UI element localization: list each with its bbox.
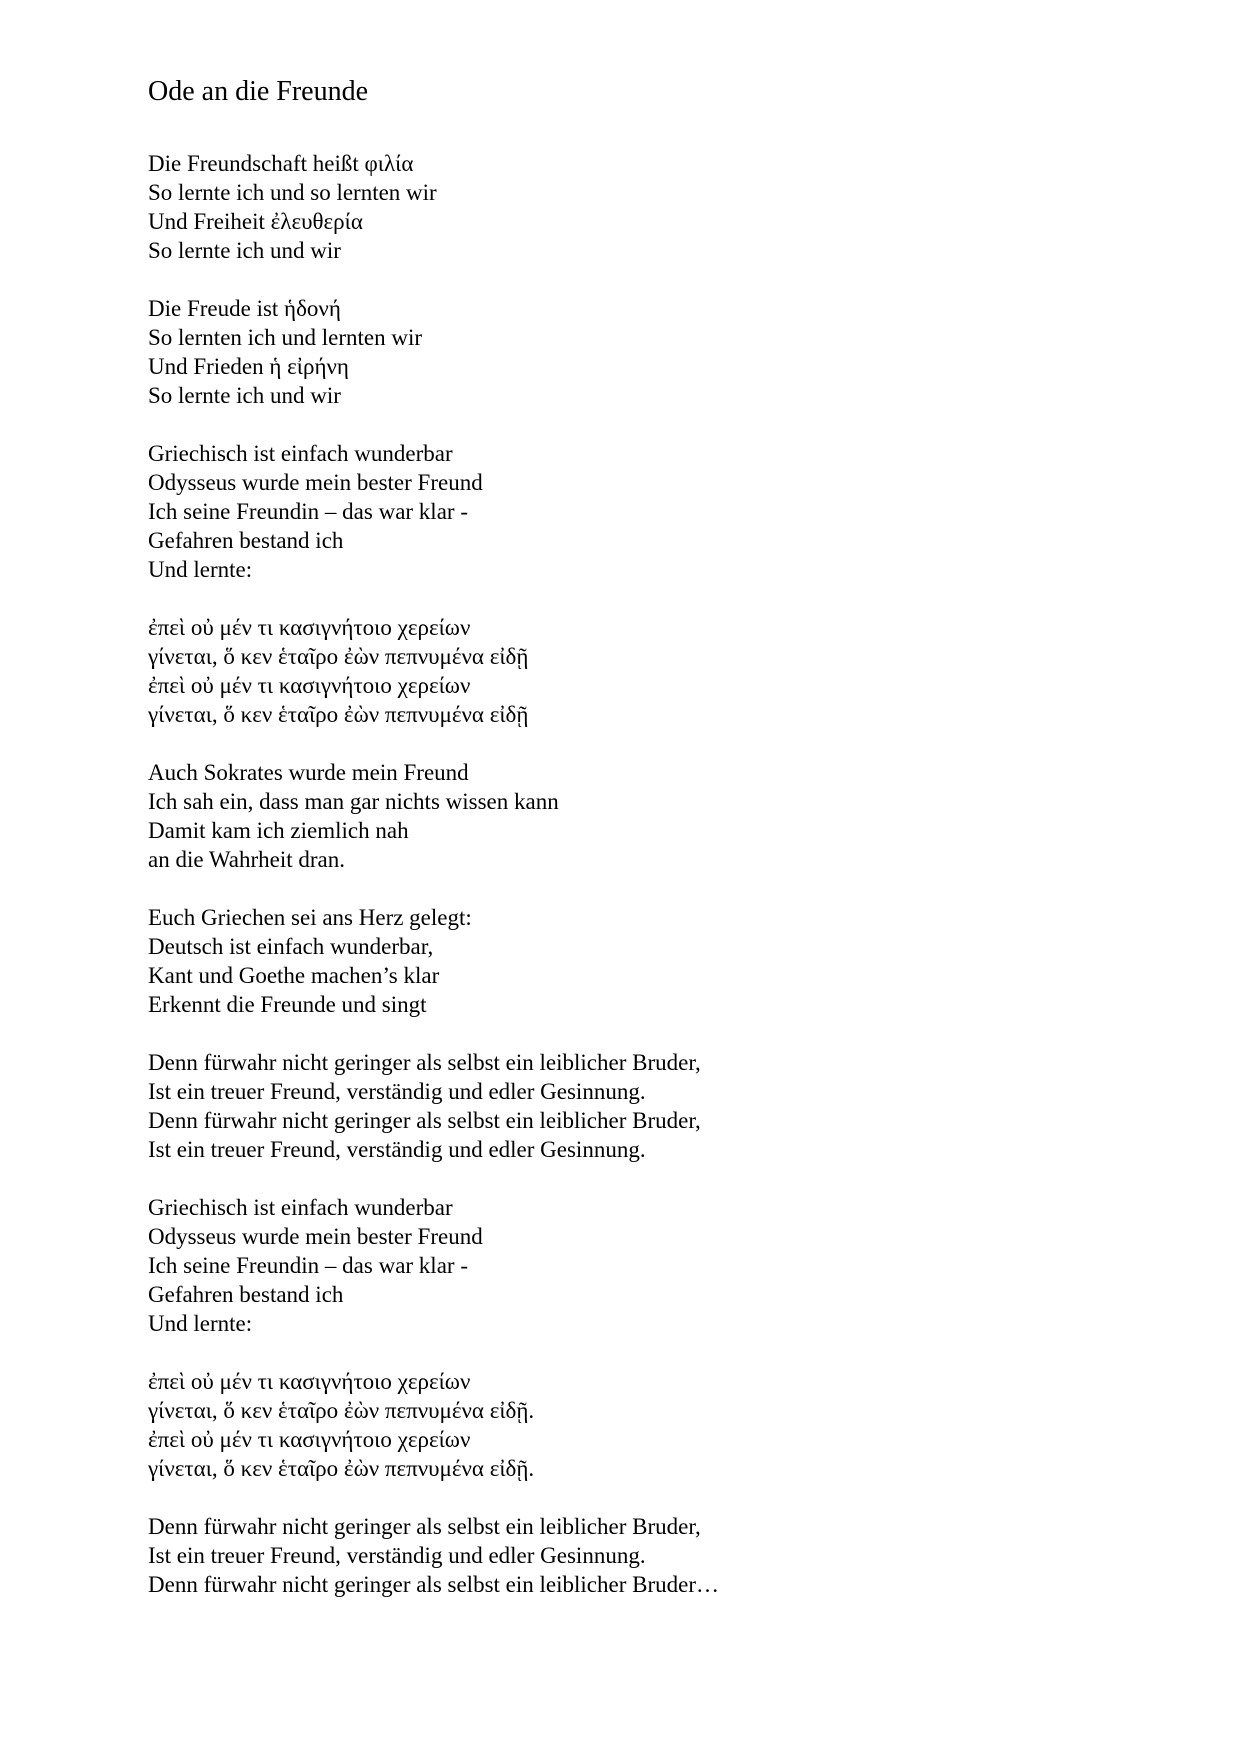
stanza [148, 294, 1148, 410]
poem-line: So lernte ich und so lernten wir [148, 180, 437, 205]
poem-line: So lernten ich und lernten wir [148, 325, 423, 350]
stanza [148, 1367, 1148, 1483]
poem-line: Ich seine Freundin – das war klar - [148, 1253, 468, 1278]
poem-line: ἐπεὶ οὐ μέν τι κασιγνήτοιο χερείων [148, 1427, 471, 1452]
poem-line: Ist ein treuer Freund, verständig und edler Gesinnung. [148, 1543, 646, 1568]
poem-line: So lernte ich und wir [148, 238, 341, 263]
poem-line: ἐπεὶ οὐ μέν τι κασιγνήτοιο χερείων [148, 1369, 471, 1394]
stanza [148, 149, 1148, 265]
poem-line: Odysseus wurde mein bester Freund [148, 1224, 483, 1249]
poem-line: So lernte ich und wir [148, 383, 341, 408]
poem-line: Die Freude ist ἡδονή [148, 296, 341, 321]
poem-line: Griechisch ist einfach wunderbar [148, 1195, 453, 1220]
poem-line: Gefahren bestand ich [148, 528, 344, 553]
stanza [148, 613, 1148, 729]
stanza [148, 903, 1148, 1019]
stanza [148, 758, 1148, 874]
poem-line: Erkennt die Freunde und singt [148, 992, 427, 1017]
poem-line: Euch Griechen sei ans Herz gelegt: [148, 905, 472, 930]
poem-line: Denn fürwahr nicht geringer als selbst ein leiblicher Bruder… [148, 1572, 719, 1597]
poem-line: Ist ein treuer Freund, verständig und edler Gesinnung. [148, 1137, 646, 1162]
stanza [148, 1512, 1148, 1599]
poem-line: γίνεται, ὅ κεν ἑταῖρο ἐὼν πεπνυμένα εἰδῇ [148, 644, 529, 669]
poem-line: ἐπεὶ οὐ μέν τι κασιγνήτοιο χερείων [148, 615, 471, 640]
poem-line: Und lernte: [148, 557, 253, 582]
poem-line: Denn fürwahr nicht geringer als selbst ein leiblicher Bruder, [148, 1514, 701, 1539]
poem-line: γίνεται, ὅ κεν ἑταῖρο ἐὼν πεπνυμένα εἰδῇ. [148, 1398, 535, 1423]
poem-line: γίνεται, ὅ κεν ἑταῖρο ἐὼν πεπνυμένα εἰδῇ. [148, 1456, 535, 1481]
poem-line: Ich seine Freundin – das war klar - [148, 499, 468, 524]
poem-line: Kant und Goethe machen’s klar [148, 963, 440, 988]
poem-line: Auch Sokrates wurde mein Freund [148, 760, 469, 785]
poem-line: Und Freiheit ἐλευθερία [148, 209, 363, 234]
poem-line: Deutsch ist einfach wunderbar, [148, 934, 434, 959]
poem-line: Gefahren bestand ich [148, 1282, 344, 1307]
poem-line: an die Wahrheit dran. [148, 847, 345, 872]
document-title: Ode an die Freunde [148, 76, 369, 107]
poem-line: Damit kam ich ziemlich nah [148, 818, 409, 843]
poem-body [148, 149, 1148, 1628]
poem-line: Ist ein treuer Freund, verständig und edler Gesinnung. [148, 1079, 646, 1104]
poem-line: Und lernte: [148, 1311, 253, 1336]
poem-line: Die Freundschaft heißt φιλία [148, 151, 414, 176]
stanza [148, 1048, 1148, 1164]
poem-line: γίνεται, ὅ κεν ἑταῖρο ἐὼν πεπνυμένα εἰδῇ [148, 702, 529, 727]
poem-line: Ich sah ein, dass man gar nichts wissen kann [148, 789, 559, 814]
poem-line: Denn fürwahr nicht geringer als selbst ein leiblicher Bruder, [148, 1108, 701, 1133]
poem-line: Denn fürwahr nicht geringer als selbst ein leiblicher Bruder, [148, 1050, 701, 1075]
stanza [148, 439, 1148, 584]
stanza [148, 1193, 1148, 1338]
poem-line: ἐπεὶ οὐ μέν τι κασιγνήτοιο χερείων [148, 673, 471, 698]
poem-line: Und Frieden ἡ εἰρήνη [148, 354, 349, 379]
poem-line: Griechisch ist einfach wunderbar [148, 441, 453, 466]
poem-line: Odysseus wurde mein bester Freund [148, 470, 483, 495]
